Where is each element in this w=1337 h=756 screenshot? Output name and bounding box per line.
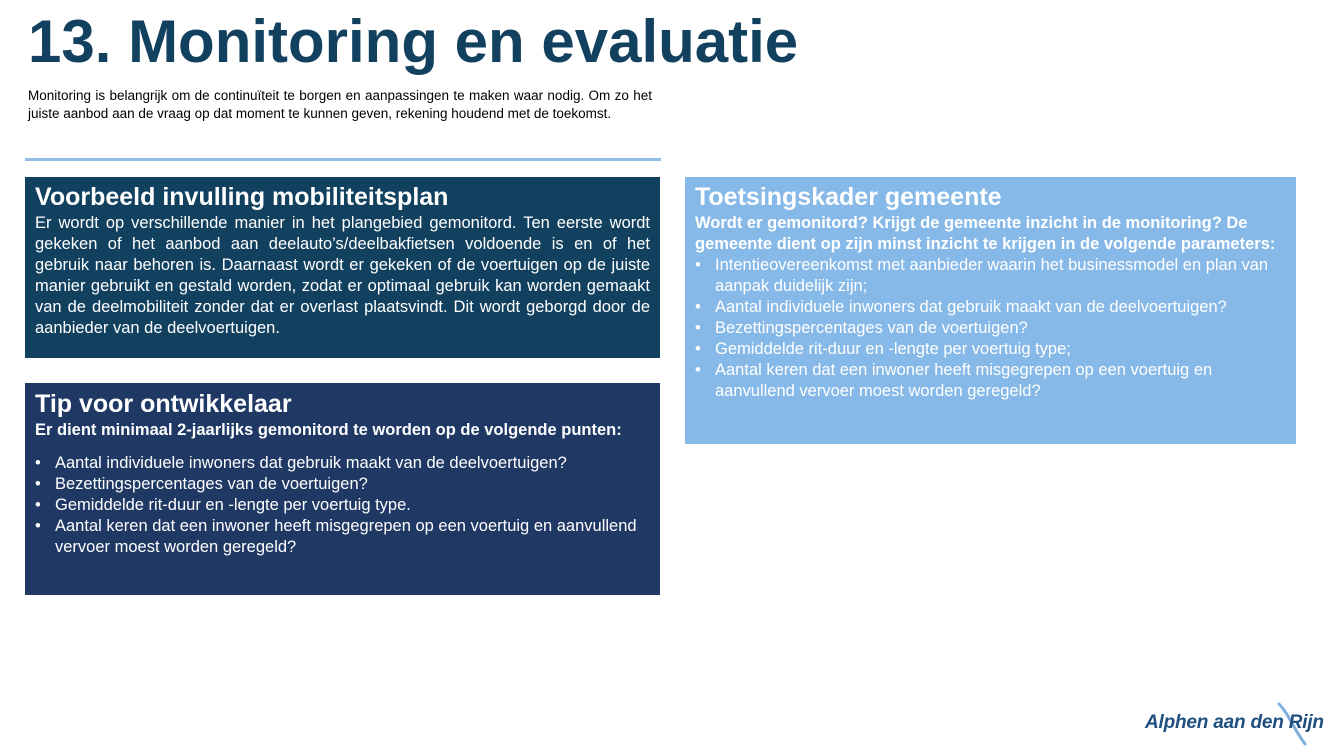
voorbeeld-body: Er wordt op verschillende manier in het plangebied gemonitord. Ten eerste wordt gekeken of het aanbod aan deelauto’s/deelbakfietsen voldoende is en of het gebruik naar behoren is. Daarnaast wordt er gekeken of de voertuigen op de juiste manier gebruikt en gestald worden, zodat er optimaal gebruik kan worden gemaakt van de deelmobiliteit zonder dat er overlast plaatsvindt. Dit wordt geborgd door de aanbieder van de deelvoertuigen. [35,214,650,337]
toetsing-box [685,177,1296,444]
divider [25,158,661,161]
logo-text: Alphen aan den Rijn [1145,712,1324,733]
tip-lead: Er dient minimaal 2-jaarlijks gemonitord te worden op de volgende punten: [35,421,622,439]
list-item: • Bezettingspercentages van de voertuigen? [695,318,1286,339]
list-item: • Aantal individuele inwoners dat gebruik maakt van de deelvoertuigen? [695,297,1286,318]
list-item: • Gemiddelde rit-duur en -lengte per voertuig type; [695,339,1286,360]
toetsing-list [695,255,1286,402]
list-item: • Aantal keren dat een inwoner heeft misgegrepen op een voertuig en aanvullend vervoer moest worden geregeld? [35,516,650,558]
list-item: • Bezettingspercentages van de voertuigen? [35,474,650,495]
page-title: 13. Monitoring en evaluatie [28,8,799,75]
logo [1143,700,1328,748]
tip-list [35,453,650,558]
tip-heading: Tip voor ontwikkelaar [35,390,292,418]
list-item: • Gemiddelde rit-duur en -lengte per voertuig type. [35,495,650,516]
toetsing-heading: Toetsingskader gemeente [695,183,1002,211]
list-item: • Aantal keren dat een inwoner heeft misgegrepen op een voertuig en aanvullend vervoer moest worden geregeld? [695,360,1286,402]
list-item: • Intentieovereenkomst met aanbieder waarin het businessmodel en plan van aanpak duidelijk zijn; [695,255,1286,297]
toetsing-lead: Wordt er gemonitord? Krijgt de gemeente inzicht in de monitoring? De gemeente dient op zijn minst inzicht te krijgen in de volgende parameters: [695,214,1276,253]
tip-box [25,383,660,595]
voorbeeld-box [25,177,660,358]
voorbeeld-heading: Voorbeeld invulling mobiliteitsplan [35,183,449,211]
list-item: • Aantal individuele inwoners dat gebruik maakt van de deelvoertuigen? [35,453,650,474]
intro-text: Monitoring is belangrijk om de continuïteit te borgen en aanpassingen te maken waar nodig. Om zo het juiste aanbod aan de vraag op dat moment te kunnen geven, rekening houdend met de toekomst. [28,88,652,121]
